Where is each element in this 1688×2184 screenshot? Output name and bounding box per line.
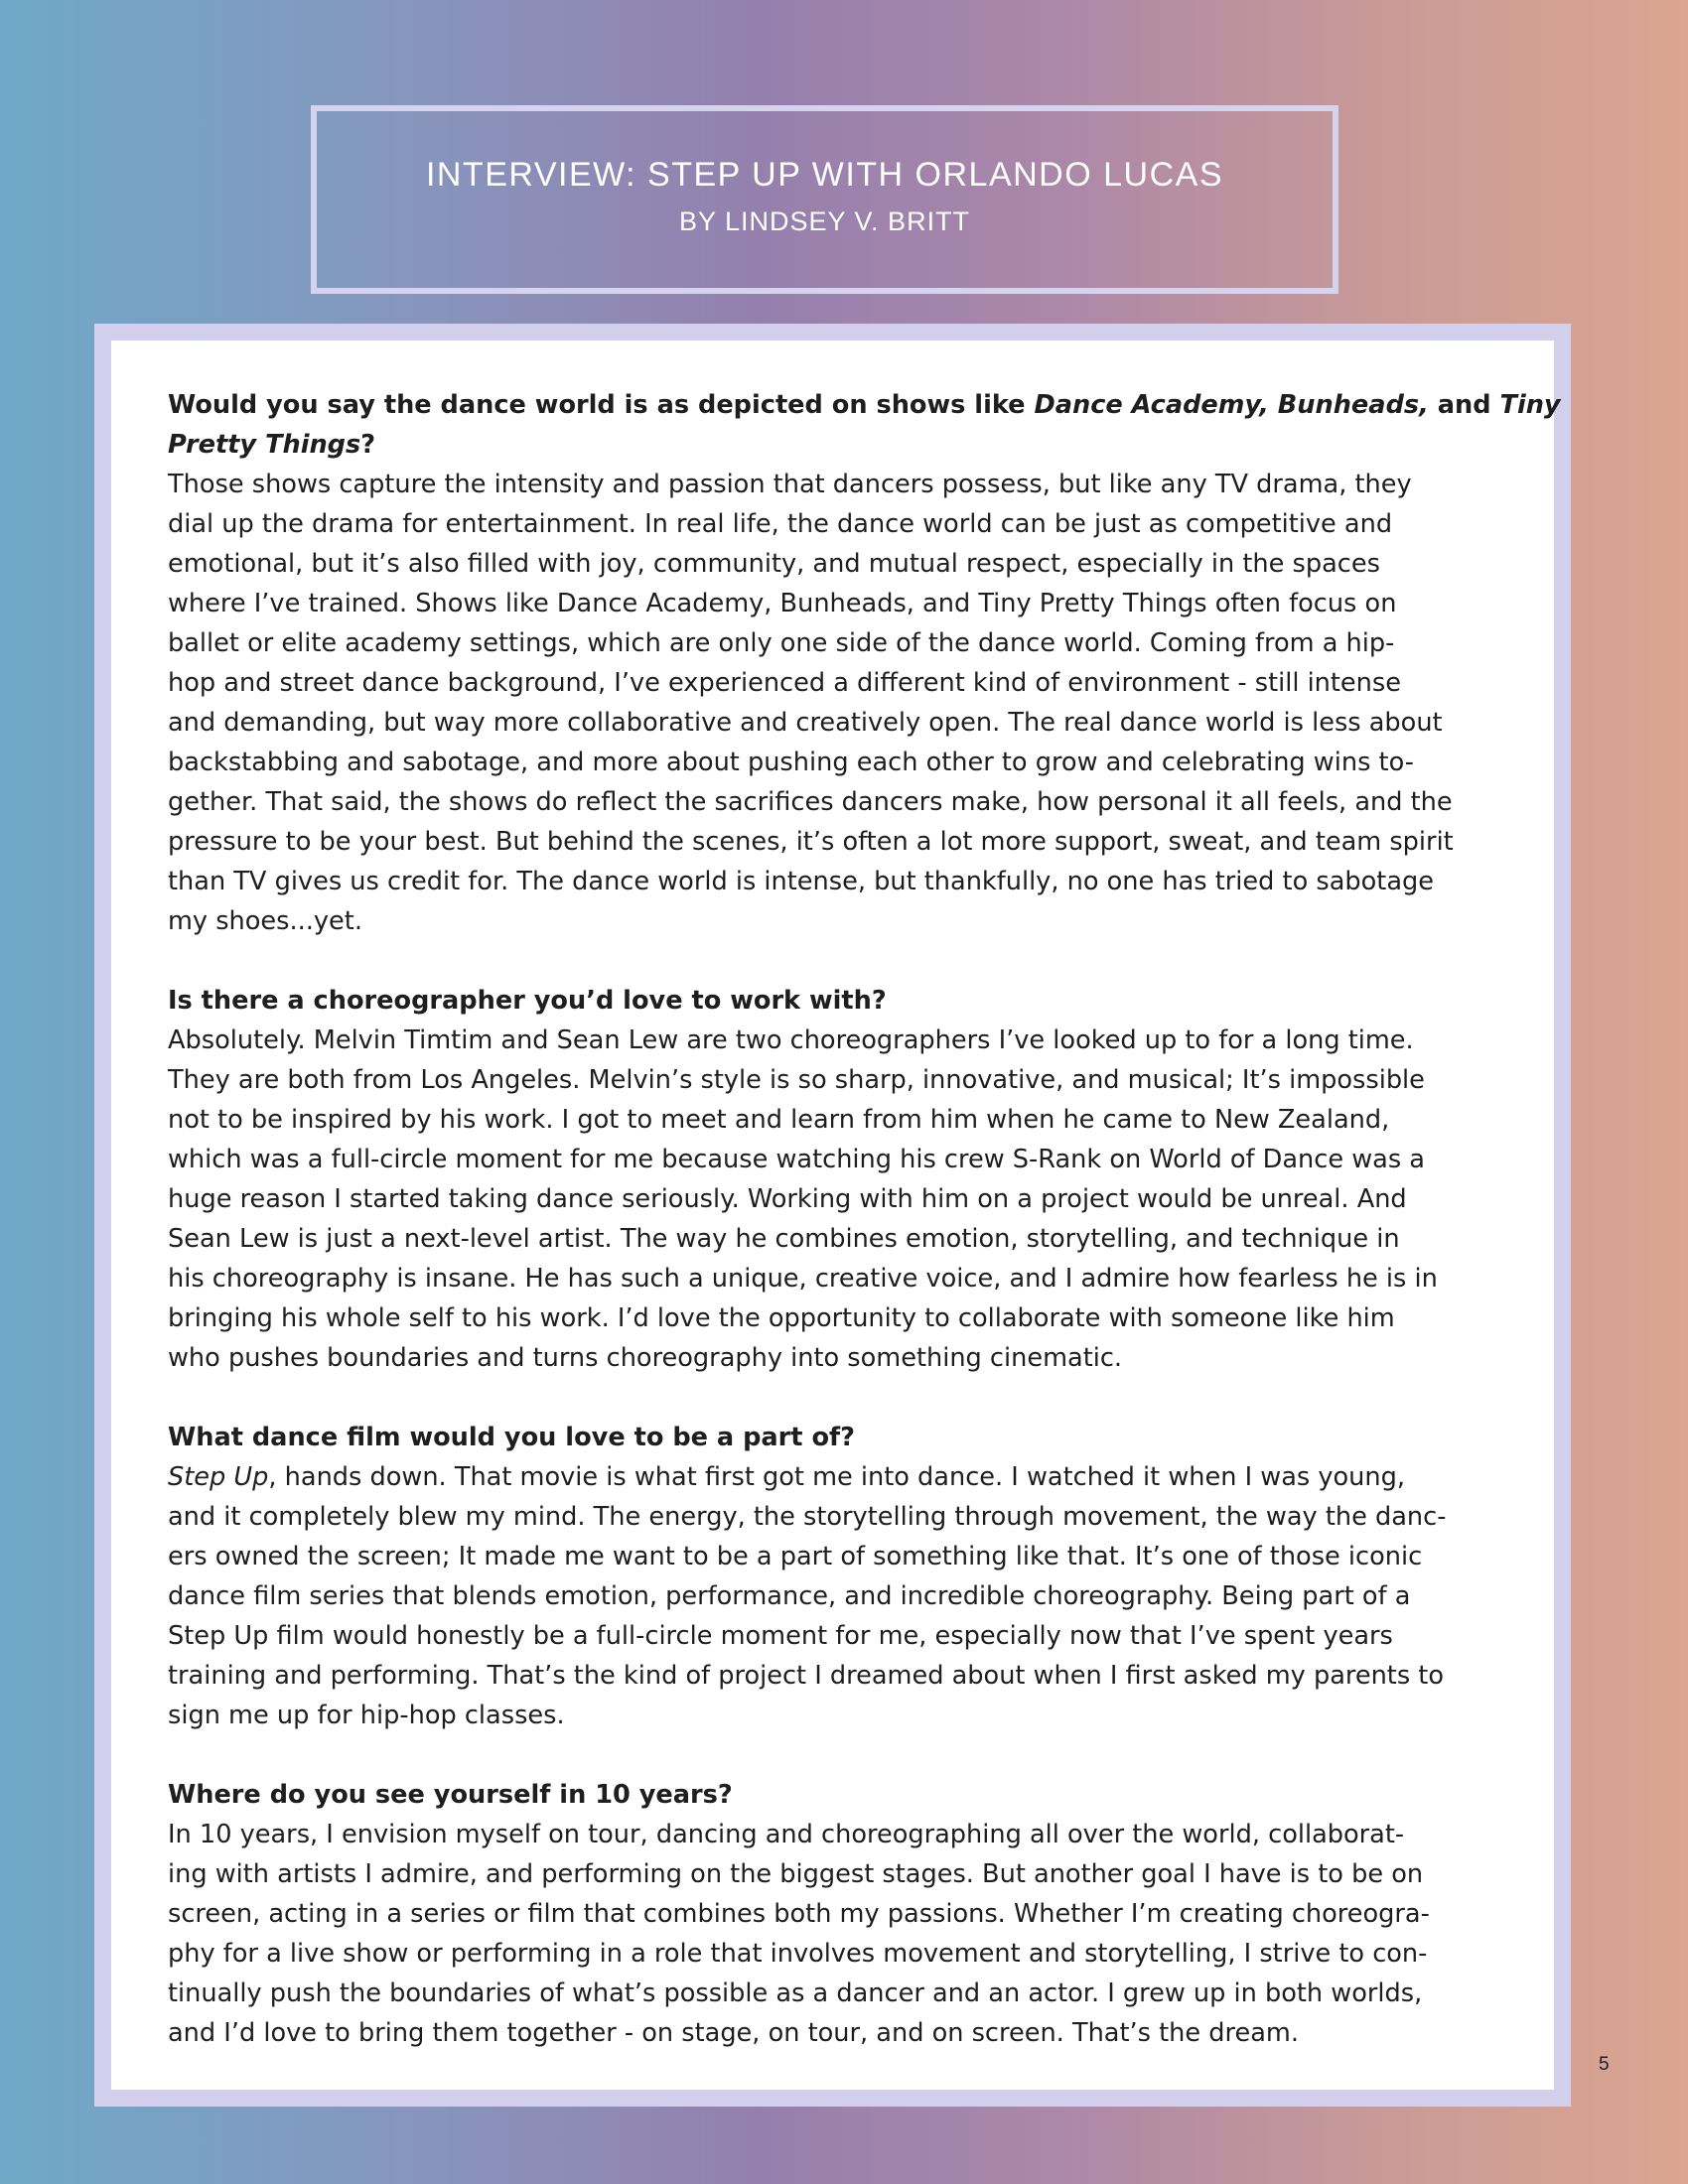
text-run: and demanding, but way more collaborative and creatively open. The real dance world is less about [168,708,1443,738]
answer-line [168,1934,1502,1974]
answer-line [168,663,1502,703]
answer-line [168,1179,1502,1219]
text-run: screen, acting in a series or film that combines both my passions. Whether I’m creating choreogra- [168,1899,1430,1929]
text-run: than TV gives us credit for. The dance world is intense, but thankfully, no one has tried to sabotage [168,867,1435,896]
italic-text: Step Up [168,1462,269,1492]
question-line [168,385,1561,425]
answer-line [168,1457,1502,1497]
question-line [168,981,1502,1021]
answer-line [168,1894,1502,1934]
answer-line [168,584,1502,623]
text-run: ing with artists I admire, and performing on the biggest stages. But another goal I have is to be on [168,1859,1424,1889]
answer-line [168,1854,1502,1894]
text-run: Absolutely. Melvin Timtim and Sean Lew are two choreographers I’ve looked up to for a long time. [168,1025,1414,1055]
answer-line [168,1537,1502,1576]
answer-line [168,504,1502,544]
text-run: dial up the drama for entertainment. In real life, the dance world can be just as competitive and [168,509,1393,539]
text-run: Would you say the dance world is as depicted on shows like [168,390,1035,420]
text-run: which was a full-circle moment for me because watching his crew S-Rank on World of Dance was a [168,1145,1425,1174]
qa-section [168,981,1502,1378]
text-run: bringing his whole self to his work. I’d love the opportunity to collaborate with someone like him [168,1303,1395,1333]
answer-line [168,2013,1502,2053]
text-run: ers owned the screen; It made me want to be a part of something like that. It’s one of those iconic [168,1542,1423,1571]
text-run: Where do you see yourself in 10 years? [168,1780,733,1810]
text-run: emotional, but it’s also filled with joy, community, and mutual respect, especially in the spaces [168,549,1380,579]
text-run: not to be inspired by his work. I got to meet and learn from him when he came to New Zealand, [168,1105,1390,1135]
article-title: INTERVIEW: STEP UP WITH ORLANDO LUCAS [425,156,1224,194]
question-line [168,425,1502,465]
answer-line [168,743,1502,782]
answer-line [168,1656,1502,1696]
answer-line [168,544,1502,584]
italic-text: Tiny [1499,390,1561,420]
answer-line [168,1021,1502,1060]
text-run: and [1428,390,1500,420]
text-run: What dance film would you love to be a part of? [168,1423,856,1452]
text-run: Is there a choreographer you’d love to work with? [168,986,887,1016]
text-run: phy for a live show or performing in a role that involves movement and storytelling, I strive to con- [168,1939,1428,1969]
answer-line [168,623,1502,663]
text-run: who pushes boundaries and turns choreography into something cinematic. [168,1343,1123,1373]
interview-body [111,341,1561,2090]
answer-line [168,1219,1502,1259]
answer-line [168,822,1502,862]
question-line [168,1418,1502,1457]
text-run: where I’ve trained. Shows like Dance Academy, Bunheads, and Tiny Pretty Things often focus on [168,589,1397,618]
text-run: Sean Lew is just a next-level artist. The way he combines emotion, storytelling, and technique in [168,1224,1400,1254]
text-run: They are both from Los Angeles. Melvin’s style is so sharp, innovative, and musical; It’s impossible [168,1065,1425,1095]
answer-line [168,782,1502,822]
text-run: In 10 years, I envision myself on tour, dancing and choreographing all over the world, collaborat- [168,1820,1405,1849]
answer-line [168,465,1502,504]
answer-line [168,901,1502,941]
text-run: ? [360,430,376,460]
answer-line [168,1100,1502,1140]
answer-line [168,1338,1502,1378]
answer-line [168,1576,1502,1616]
text-run: tinually push the boundaries of what’s possible as a dancer and an actor. I grew up in both worlds, [168,1979,1423,2008]
italic-text: Dance Academy, Bunheads, [1034,390,1429,420]
answer-line [168,1815,1502,1854]
qa-section [168,385,1561,941]
text-run: dance film series that blends emotion, performance, and incredible choreography. Being part of a [168,1581,1411,1611]
qa-section [168,1418,1502,1735]
text-run: gether. That said, the shows do reflect the sacrifices dancers make, how personal it all feels, and the [168,787,1453,817]
text-run: hop and street dance background, I’ve experienced a different kind of environment - still intense [168,668,1401,698]
text-run: training and performing. That’s the kind of project I dreamed about when I first asked my parents to [168,1661,1444,1691]
italic-text: Pretty Things [168,430,361,460]
answer-line [168,862,1502,901]
text-run: , hands down. That movie is what first got me into dance. I watched it when I was young, [268,1462,1405,1492]
answer-line [168,1974,1502,2013]
answer-line [168,1060,1502,1100]
text-run: my shoes...yet. [168,906,362,936]
text-run: huge reason I started taking dance seriously. Working with him on a project would be unreal. And [168,1184,1407,1214]
answer-line [168,1140,1502,1179]
answer-line [168,1259,1502,1298]
answer-line [168,1298,1502,1338]
text-run: and it completely blew my mind. The energy, the storytelling through movement, the way the danc- [168,1502,1447,1532]
text-run: sign me up for hip-hop classes. [168,1701,565,1730]
text-run: and I’d love to bring them together - on stage, on tour, and on screen. That’s the dream. [168,2018,1299,2048]
title-box [311,105,1338,294]
text-run: ballet or elite academy settings, which are only one side of the dance world. Coming from a hip- [168,628,1395,658]
text-run: Step Up film would honestly be a full-circle moment for me, especially now that I’ve spent years [168,1621,1393,1651]
question-line [168,1775,1502,1815]
answer-line [168,703,1502,743]
page-number: 5 [1599,2054,1610,2075]
text-run: backstabbing and sabotage, and more about pushing each other to grow and celebrating wins to- [168,748,1414,777]
answer-line [168,1497,1502,1537]
article-byline: BY LINDSEY V. BRITT [678,206,971,236]
answer-line [168,1696,1502,1735]
answer-line [168,1616,1502,1656]
content-frame [94,324,1571,2107]
text-run: pressure to be your best. But behind the scenes, it’s often a lot more support, sweat, and team spirit [168,827,1454,857]
text-run: Those shows capture the intensity and passion that dancers possess, but like any TV drama, they [168,470,1412,499]
qa-section [168,1775,1502,2053]
text-run: his choreography is insane. He has such a unique, creative voice, and I admire how fearless he is in [168,1264,1438,1294]
